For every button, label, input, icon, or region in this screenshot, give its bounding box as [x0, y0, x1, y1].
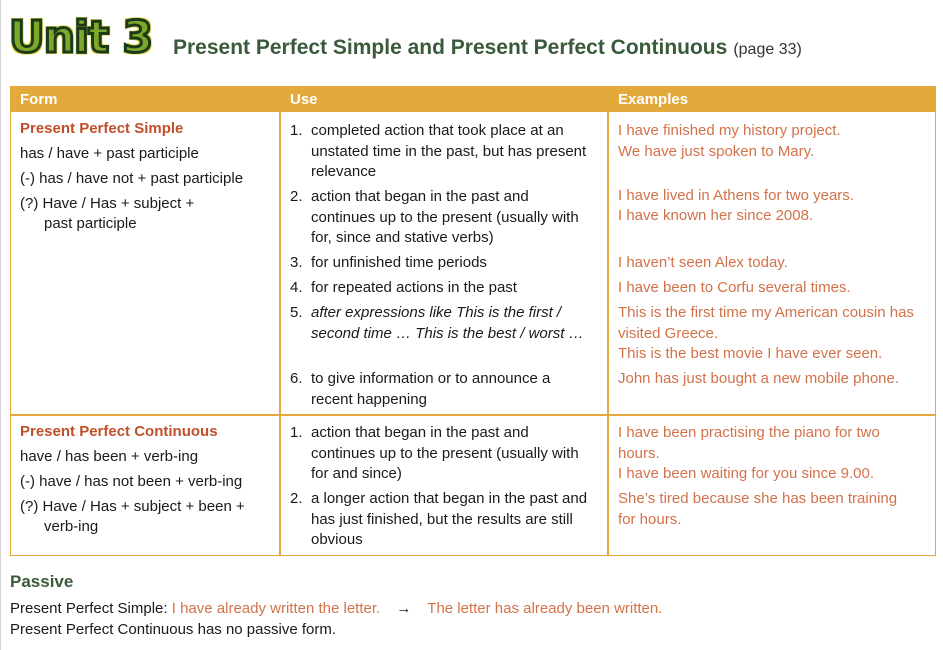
use-number: 4. [290, 279, 303, 296]
example-sentence: I have been waiting for you since 9.00. [618, 465, 874, 482]
table-header-row [11, 87, 935, 112]
passive-continuous-note: Present Perfect Continuous has no passive form. [10, 621, 337, 638]
passive-title: Passive [10, 572, 74, 591]
example-sentence: I have lived in Athens for two years. [618, 187, 854, 204]
column-divider [607, 112, 609, 555]
passive-simple-line [10, 599, 662, 619]
continuous-form-negative: (-) have / has not been + verb-ing [20, 473, 243, 490]
simple-form-cell [20, 119, 275, 234]
example-sentence: I have finished my history project. [618, 122, 841, 139]
use-text: to give information or to announce a recent happening [311, 370, 551, 408]
use-text: for unfinished time periods [311, 254, 487, 271]
row-divider [11, 414, 935, 416]
simple-form-affirmative: has / have + past participle [20, 145, 199, 162]
title-text: Present Perfect Simple and Present Perfect Continuous [173, 36, 728, 59]
passive-active-example: I have already written the letter. [171, 600, 381, 617]
continuous-form-cell [20, 422, 275, 537]
simple-form-title: Present Perfect Simple [20, 120, 184, 137]
simple-form-question: (?) Have / Has + subject + [20, 195, 195, 212]
continuous-form-affirmative: have / has been + verb-ing [20, 448, 199, 465]
column-divider [279, 112, 281, 555]
example-sentence: We have just spoken to Mary. [618, 143, 815, 160]
use-text: action that began in the past and continues up to the present (usually with for, since and stative verbs) [311, 188, 579, 246]
example-sentence: I have been to Corfu several times. [618, 279, 851, 296]
example-sentence: This is the first time my American cousin has visited Greece. [618, 304, 914, 342]
page-reference: (page 33) [733, 41, 802, 58]
passive-simple-label: Present Perfect Simple: [10, 600, 168, 617]
use-number: 5. [290, 304, 303, 321]
arrow-right-icon: → [396, 600, 412, 617]
continuous-form-question: (?) Have / Has + subject + been + [20, 498, 245, 515]
continuous-form-question-cont: verb-ing [44, 518, 99, 535]
example-sentence: This is the best movie I have ever seen. [618, 345, 883, 362]
example-sentence: I have been practising the piano for two hours. [618, 424, 880, 462]
use-text: for repeated actions in the past [311, 279, 517, 296]
use-text: completed action that took place at an unstated time in the past, but has present relevance [311, 122, 587, 180]
grammar-table [10, 86, 936, 556]
use-number: 2. [290, 490, 303, 507]
simple-form-question-cont: past participle [44, 215, 137, 232]
header-form: Form [20, 91, 58, 108]
continuous-form-title: Present Perfect Continuous [20, 423, 218, 440]
unit-badge: Unit 3 [9, 12, 153, 63]
page-title [173, 36, 802, 60]
header-examples: Examples [618, 91, 689, 108]
example-sentence: I have known her since 2008. [618, 207, 814, 224]
simple-form-negative: (-) has / have not + past participle [20, 170, 244, 187]
use-number: 1. [290, 122, 303, 139]
example-sentence: John has just bought a new mobile phone. [618, 370, 900, 387]
use-text: a longer action that began in the past and has just finished, but the results are still obvious [311, 490, 588, 548]
passive-passive-example: The letter has already been written. [427, 600, 663, 617]
use-number: 3. [290, 254, 303, 271]
use-number: 2. [290, 188, 303, 205]
use-number: 6. [290, 370, 303, 387]
header-use: Use [290, 91, 318, 108]
example-sentence: She’s tired because she has been training for hours. [618, 490, 898, 528]
unit-header [5, 6, 940, 76]
use-number: 1. [290, 424, 303, 441]
use-text: action that began in the past and continues up to the present (usually with for and since) [311, 424, 579, 482]
use-text: after expressions like This is the first / second time … This is the best / worst … [311, 304, 584, 342]
example-sentence: I haven’t seen Alex today. [618, 254, 788, 271]
